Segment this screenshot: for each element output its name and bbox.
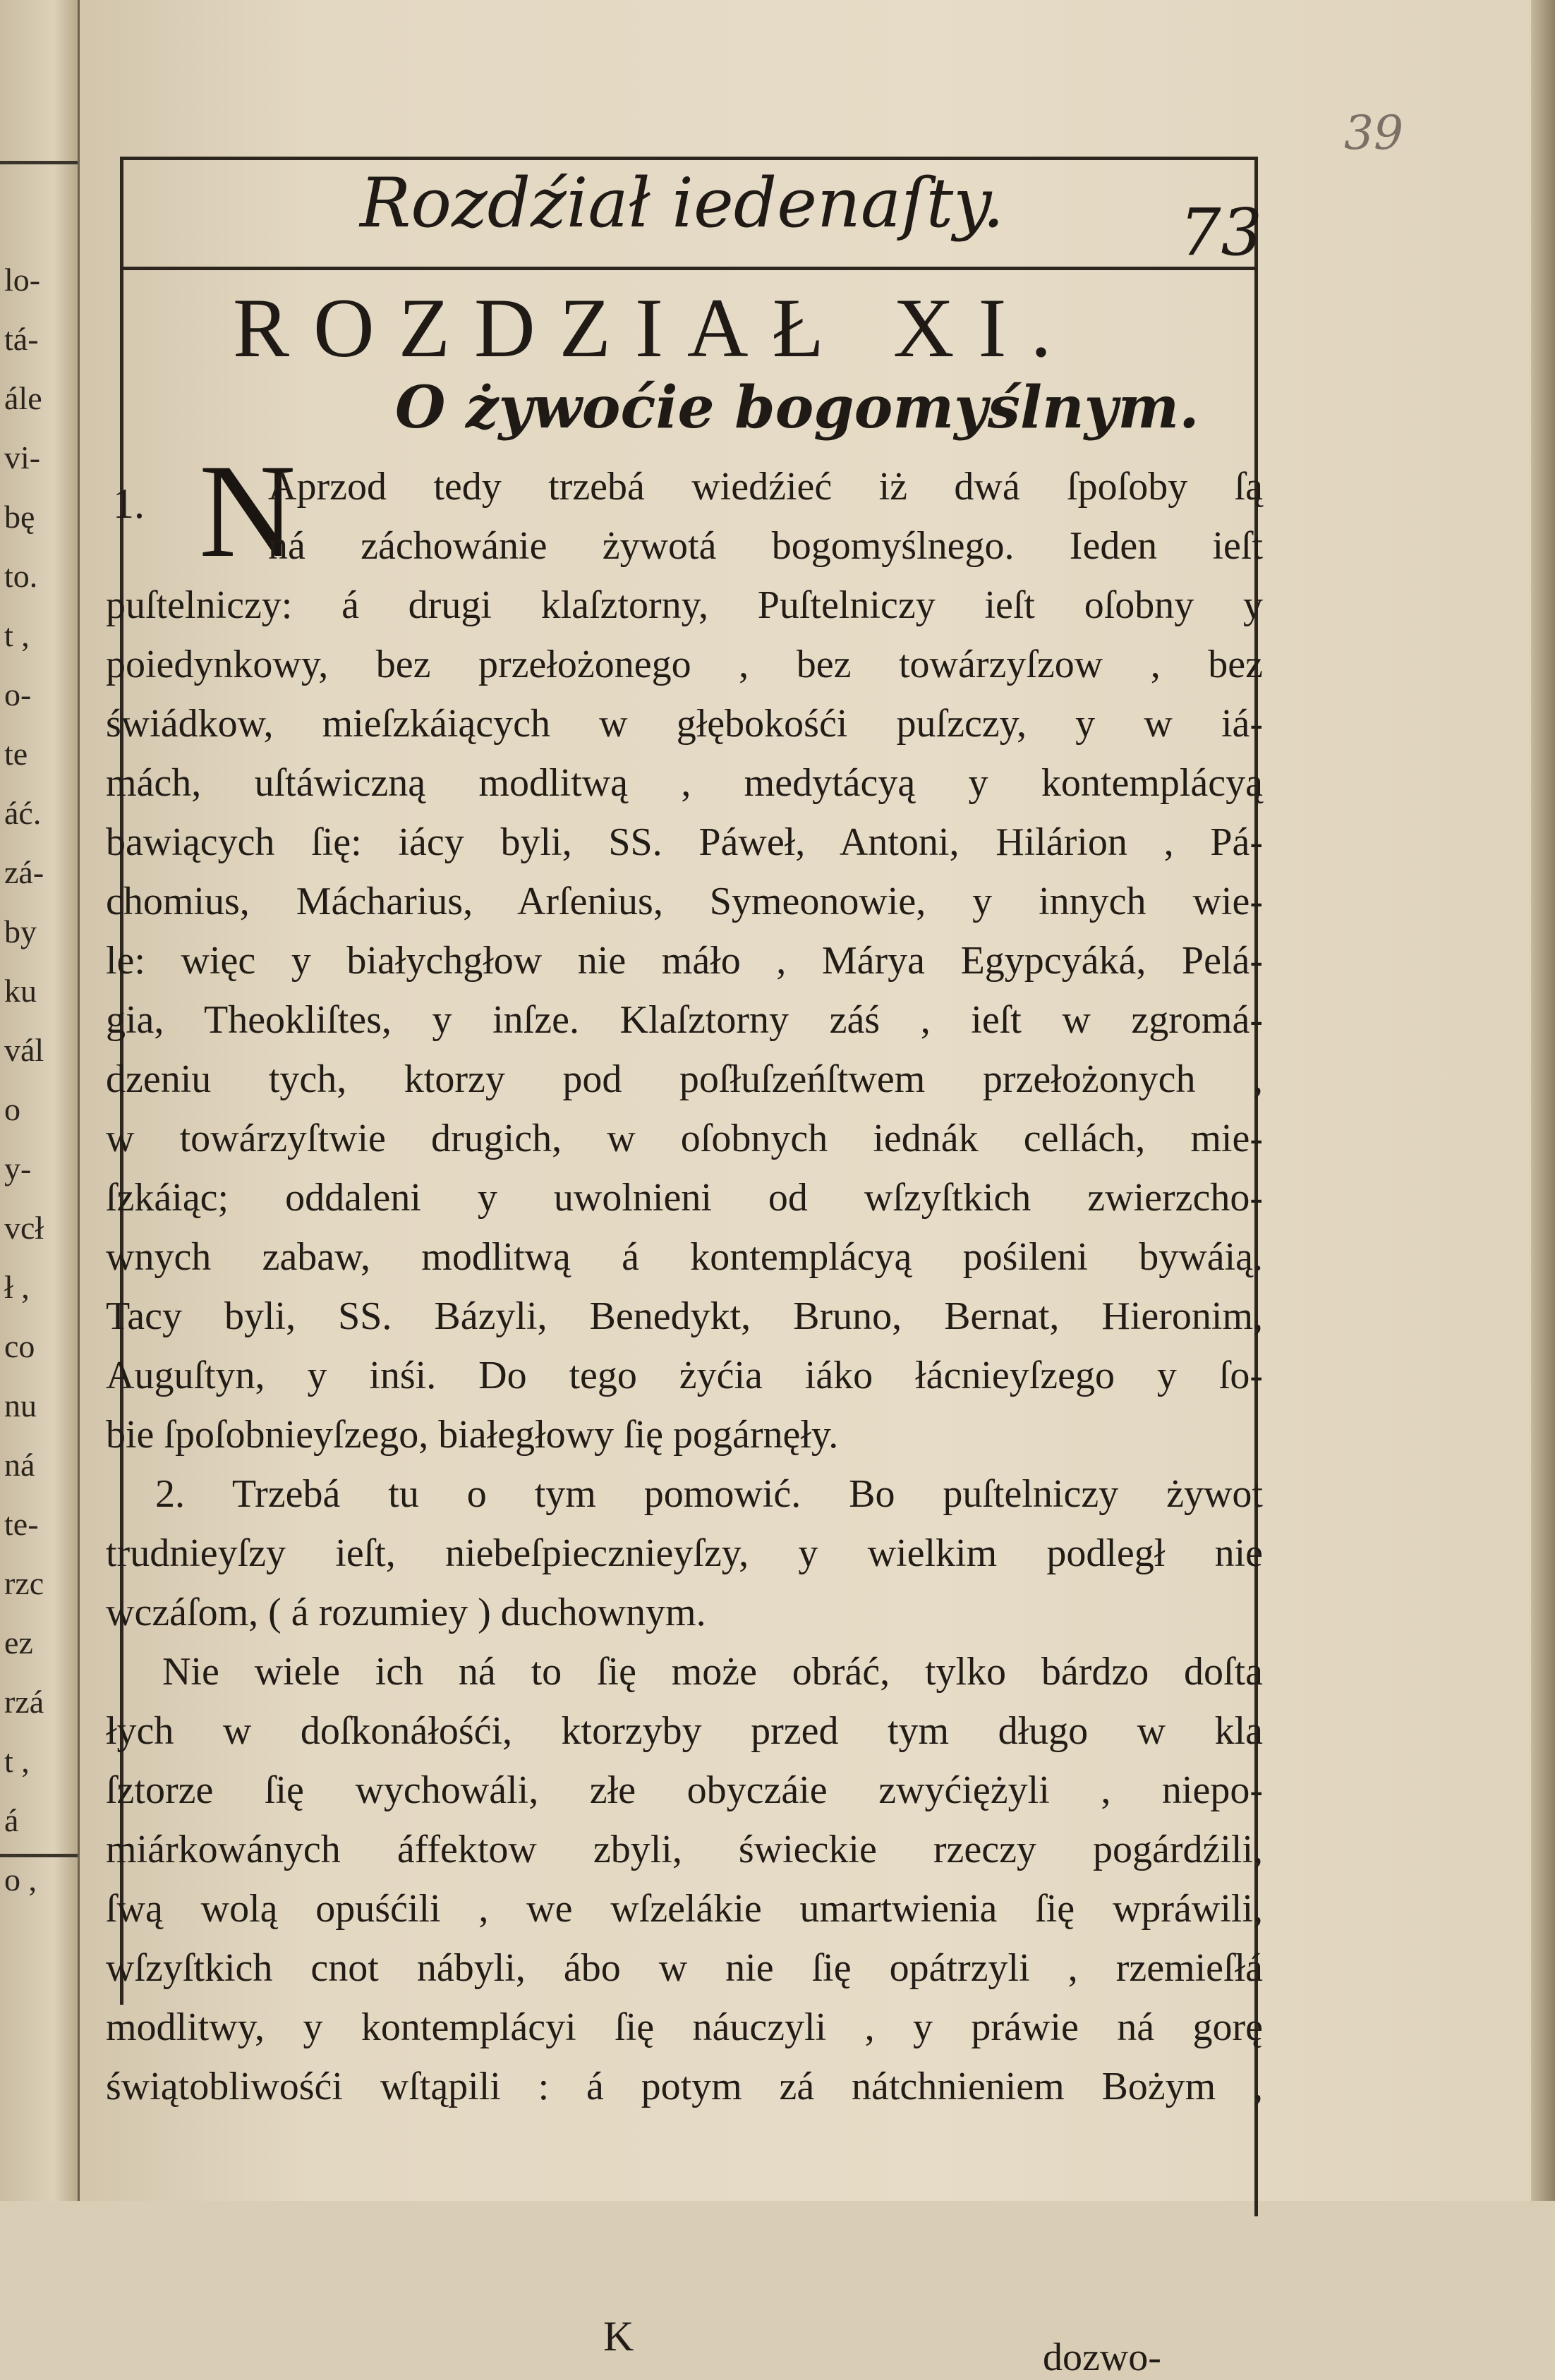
text-line: bie ſpoſobnieyſzego, białegłowy ſię pogárnęły. [106,1413,839,1457]
text-line: Auguſtyn, y inśi. Do tego żyćia iáko łácnieyſzego y ſo- [106,1354,1263,1397]
signature-mark: K [603,2313,634,2360]
catchword: dozwo- [1043,2336,1161,2379]
paragraph-number: 1. [113,480,145,527]
facing-page-fragment: o , [4,1862,37,1898]
text-line: gia, Theokliſtes, y inſze. Klaſztorny záś , ieſt w zgromá- [106,998,1263,1042]
text-line: mách, uſtáwiczną modlitwą , medytácyą y kontemplácyą [106,761,1263,805]
text-line: modlitwy, y kontemplácyi ſię náuczyli , y práwie ná gorę [106,2005,1263,2049]
facing-page-fragment: o [4,1091,20,1127]
text-line: wſzyſtkich cnot nábyli, ábo w nie ſię opátrzyli , rzemieſłá [106,1946,1263,1990]
frame-rule-top [120,157,1256,160]
text-line: ſzkáiąc; oddaleni y uwolnieni od wſzyſtkich zwierzcho- [106,1176,1263,1220]
text-line: dzeniu tych, ktorzy pod poſłuſzeńſtwem przełożonych , [106,1057,1263,1101]
chapter-title: ROZDZIAŁ XI. [233,281,1076,375]
drop-cap: N [199,437,296,585]
text-line: łych w doſkonáłośći, ktorzyby przed tym długo w kla [106,1709,1263,1753]
facing-page-fragment: vi- [4,439,41,475]
frame-rule-header [120,267,1256,270]
facing-page-edge [0,0,80,2201]
facing-page-fragment: ez [4,1625,33,1660]
facing-page-rule [0,161,78,164]
text-line: Aprzod tedy trzebá wiedźieć iż dwá ſpoſoby ſą [268,465,1263,509]
chapter-subtitle: O żywoćie bogomyślnym. [395,374,1199,442]
facing-page-fragment: nu [4,1388,37,1423]
facing-page-fragment: te [4,736,28,772]
text-line: trudnieyſzy ieſt, niebeſpiecznieyſzy, y wielkim podległ nie [106,1531,1263,1575]
facing-page-fragment: ł , [4,1269,30,1305]
text-line: bawiących ſię: iácy byli, SS. Páweł, Antoni, Hilárion , Pá- [106,820,1263,864]
text-line: świádkow, mieſzkáiących w głębokośći puſzczy, y w iá- [106,702,1263,746]
text-line: ſztorze ſię wychowáli, złe obyczáie zwyćiężyli , niepo- [106,1768,1263,1812]
facing-page-fragment: vcł [4,1210,44,1246]
facing-page-fragment: rzc [4,1565,44,1601]
facing-page-fragment: tá- [4,321,39,357]
text-line: poiedynkowy, bez przełożonego , bez towárzyſzow , bez [106,643,1263,686]
facing-page-fragment: zá- [4,854,44,890]
page-number: 73 [1180,195,1263,270]
facing-page-fragment: by [4,913,37,949]
text-line: wnych zabaw, modlitwą á kontemplácyą pośileni bywáią. [106,1235,1263,1279]
text-line: w towárzyſtwie drugich, w oſobnych iednák cellách, mie- [106,1117,1263,1160]
text-line: miárkowánych áffektow zbyli, świeckie rzeczy pogárdźili, [106,1828,1263,1871]
text-line: Tacy byli, SS. Bázyli, Benedykt, Bruno, Bernat, Hieronim, [106,1294,1263,1338]
facing-page-fragment: ná [4,1447,35,1483]
text-line: Nie wiele ich ná to ſię może obráć, tylko bárdzo doſta [162,1650,1263,1694]
text-line: 2. Trzebá tu o tym pomowić. Bo puſtelniczy żywot [155,1472,1263,1516]
facing-page-fragment: co [4,1328,35,1364]
text-line: chomius, Mácharius, Arſenius, Symeonowie, y innych wie- [106,880,1263,923]
facing-page-fragment: o- [4,676,32,712]
facing-page-fragment: ále [4,380,42,416]
running-head: Rozdźiał iedenaſty. [360,164,1005,243]
facing-page-fragment: te- [4,1506,39,1542]
text-line: puſtelniczy: á drugi klaſztorny, Puſtelniczy ieſt oſobny y [106,583,1263,627]
facing-page-fragment: á [4,1802,19,1838]
facing-page-fragment: vál [4,1032,44,1068]
text-line: wczáſom, ( á rozumiey ) duchownym. [106,1591,706,1634]
facing-page-rule [0,1854,78,1857]
text-line: le: więc y białychgłow nie máło , Márya Egypcyáká, Pelá- [106,939,1263,983]
facing-page-fragment: y- [4,1150,32,1186]
folio-note: 39 [1344,106,1403,160]
page-edge [1531,0,1555,2201]
facing-page-fragment: rzá [4,1684,44,1720]
text-line: świątobliwośći wſtąpili : á potym zá nátchnieniem Bożym , [106,2065,1263,2108]
facing-page-fragment: ku [4,973,37,1009]
facing-page-fragment: t , [4,617,30,653]
facing-page-fragment: bę [4,499,35,535]
text-line: ná záchowánie żywotá bogomyślnego. Ieden ieſt [268,524,1263,568]
facing-page-fragment: to. [4,558,38,594]
facing-page-fragment: lo- [4,262,41,298]
text-line: ſwą wolą opuśćili , we wſzelákie umartwienia ſię wpráwili, [106,1887,1263,1931]
facing-page-fragment: t , [4,1743,30,1779]
facing-page-fragment: áć. [4,795,42,831]
